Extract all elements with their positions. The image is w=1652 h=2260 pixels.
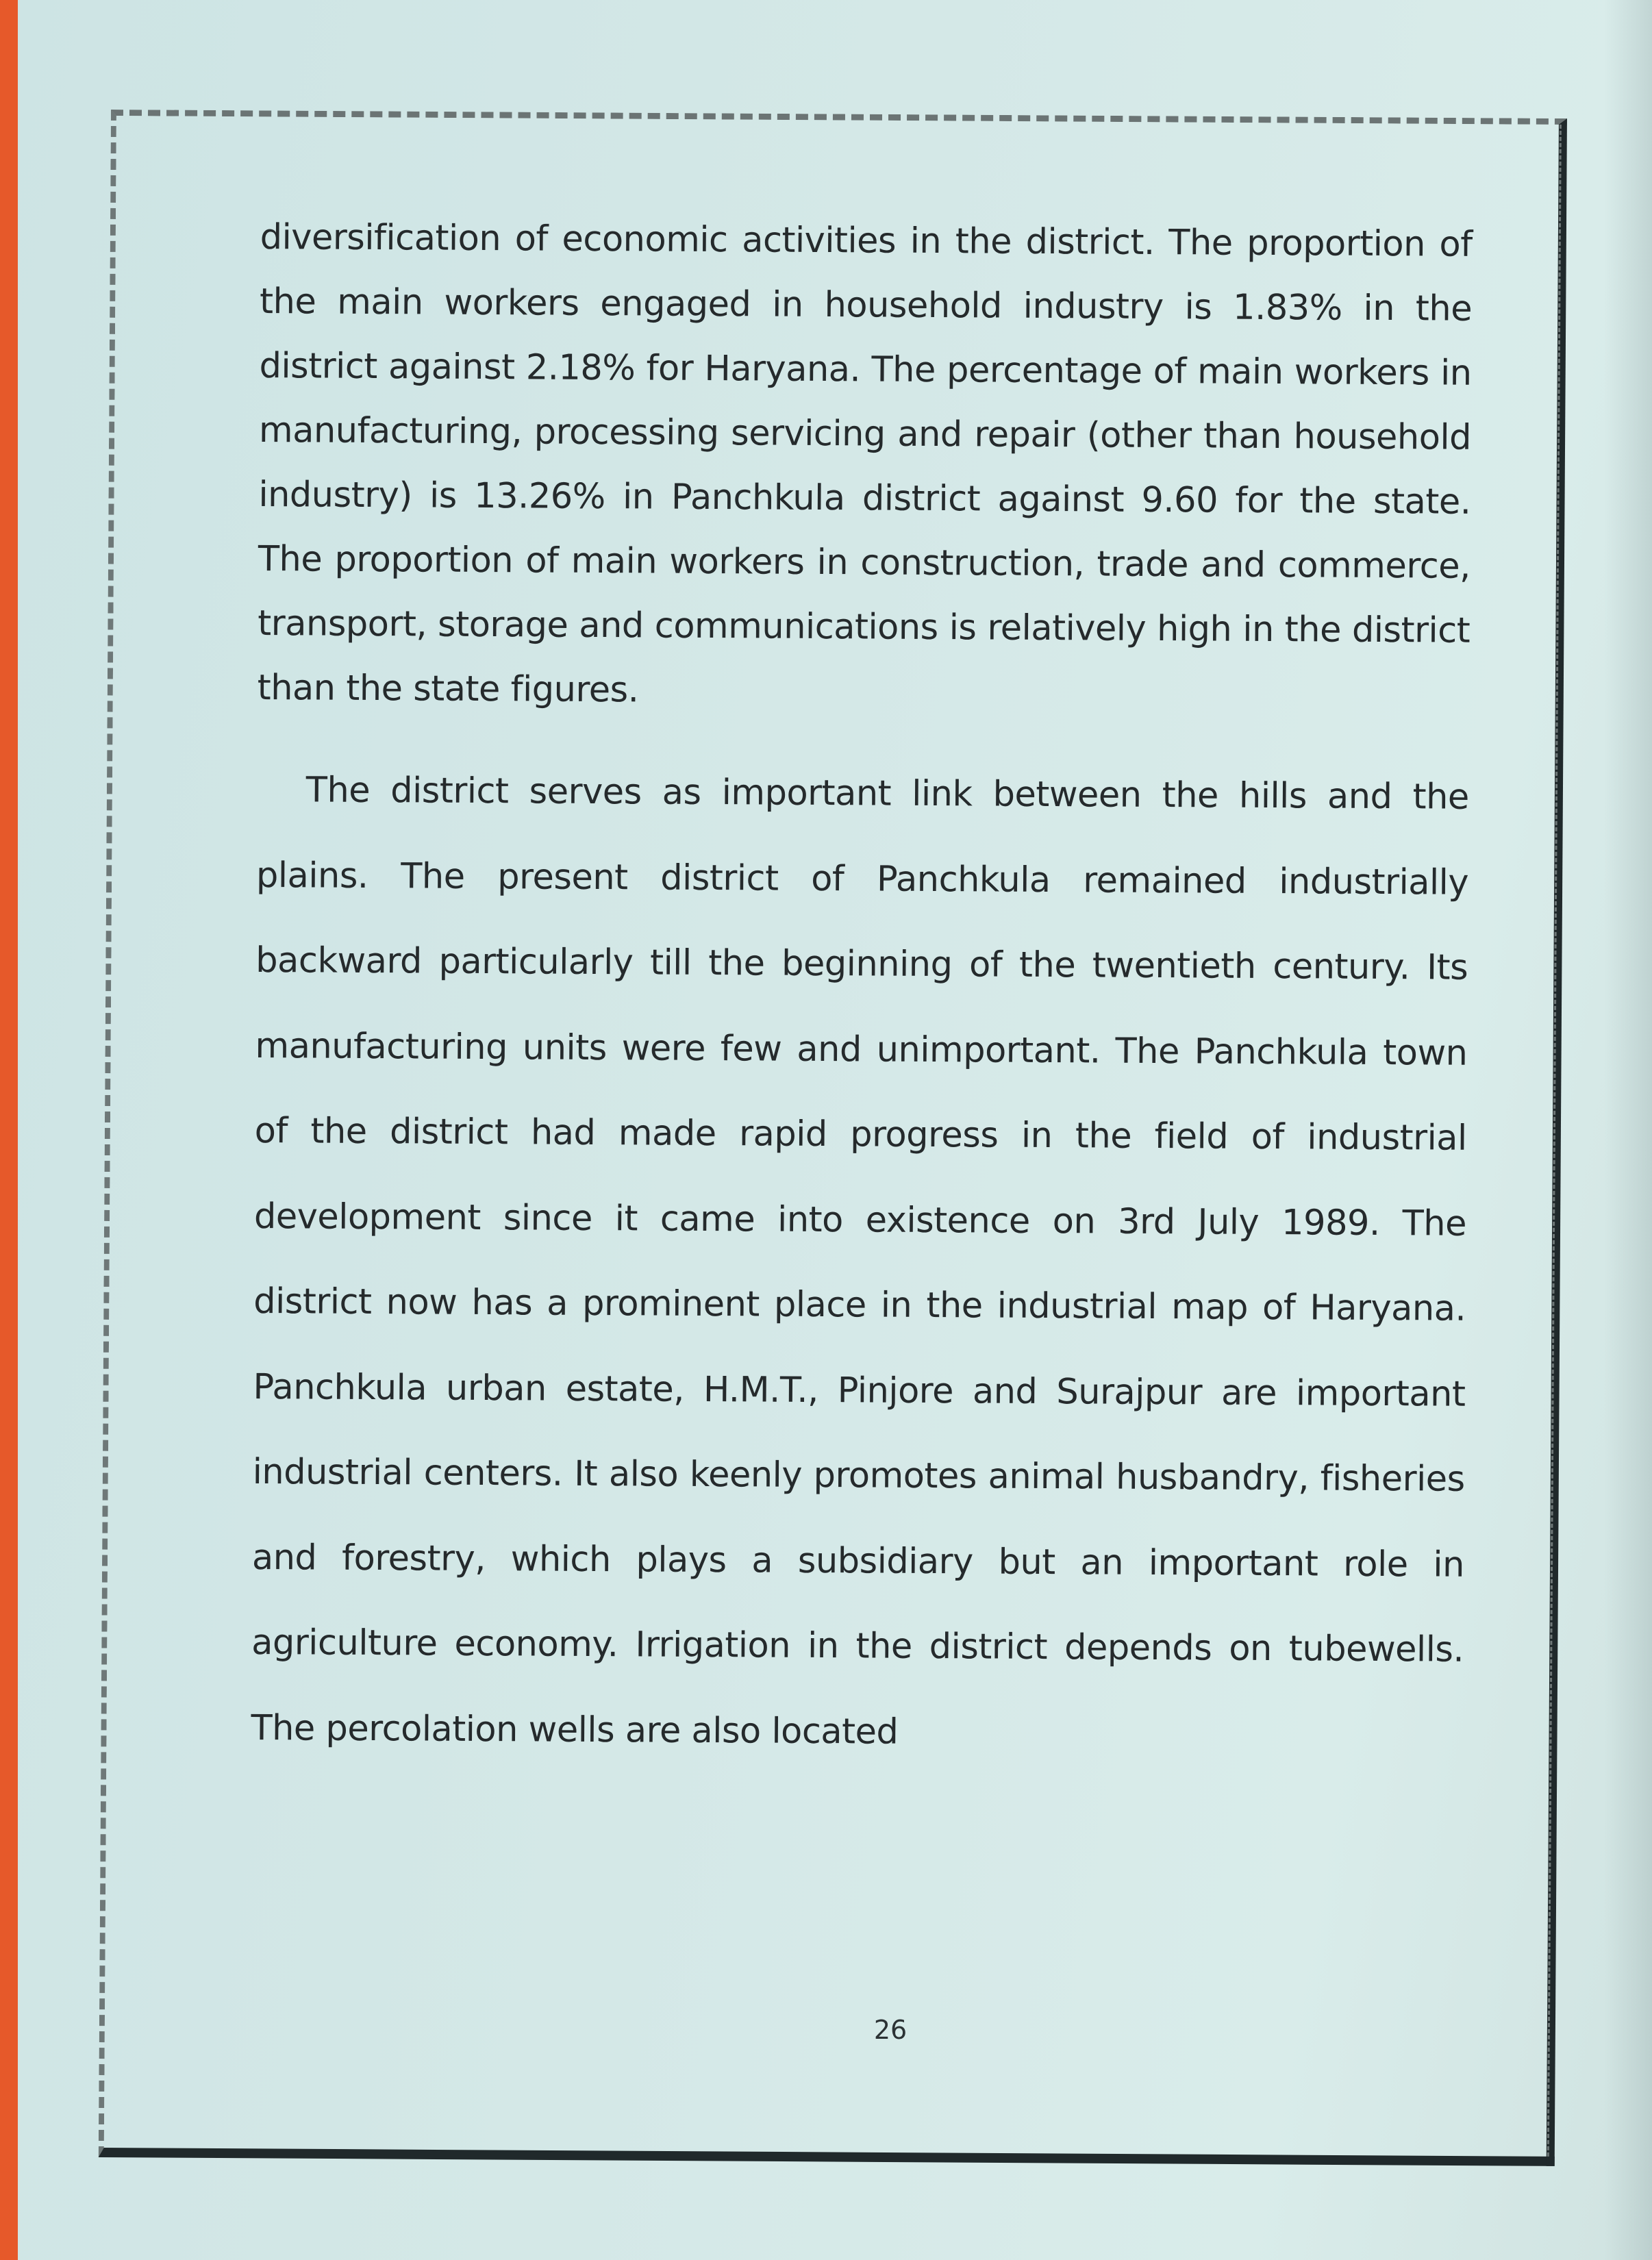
page-number: 26 xyxy=(873,2015,908,2045)
page-body xyxy=(251,205,1473,1779)
paragraph-2: The district serves as important link between the hills and the plains. The present district of Panchkula remained industrially backward particularly till the beginning of the twentieth century. Its manufacturing units were few and unimportant. The Panchkula town of the district had made rapid progress in the field of industrial development since it came into existence on 3rd July 1989. The district now has a prominent place in the industrial map of Haryana. Panchkula urban estate, H.M.T., Pinjore and Surajpur are important industrial centers. It also keenly promotes animal husbandry, fisheries and forestry, which plays a subsidiary but an important role in agriculture economy. Irrigation in the district depends on tubewells. The percolation wells are also located xyxy=(251,770,1469,1753)
paper-edge-shadow xyxy=(1604,0,1652,2260)
paragraph-1: diversification of economic activities in the district. The proportion of the main workers engaged in household industry is 1.83% in the district against 2.18% for Haryana. The percentage of main workers in manufacturing, processing servicing and repair (other than household industry) is 13.26% in Panchkula district against 9.60 for the state. The proportion of main workers in construction, trade and commerce, transport, storage and communications is relatively high in the district than the state figures. xyxy=(257,216,1473,711)
